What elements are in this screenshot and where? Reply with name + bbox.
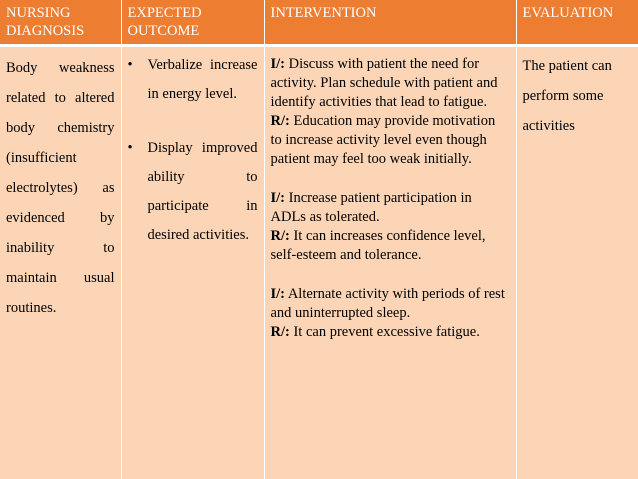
intervention-text: Alternate activity with periods of rest and uninterrupted sleep. (270, 286, 505, 321)
intervention-label: I/: (270, 190, 285, 206)
bullet-icon: • (127, 57, 133, 73)
intervention-line (271, 285, 510, 323)
rationale-label: R/: (270, 113, 290, 129)
intervention-block (271, 285, 510, 342)
outcome-item (128, 51, 258, 109)
intervention-text: Discuss with patient the need for activity. Plan schedule with patient and identify activities that lead to fatigue. (270, 56, 498, 110)
evaluation-cell (516, 46, 638, 479)
intervention-line (271, 55, 510, 112)
intervention-label: I/: (270, 56, 285, 72)
intervention-label: I/: (270, 286, 285, 302)
outcome-item (128, 134, 258, 250)
rationale-line (271, 227, 510, 265)
rationale-line (271, 112, 510, 169)
header-diagnosis: NURSING DIAGNOSIS (0, 0, 121, 46)
rationale-text: It can prevent excessive fatigue. (289, 324, 480, 340)
rationale-line (271, 323, 510, 342)
outcome-cell (121, 46, 264, 479)
rationale-text: It can increases confidence level, self-esteem and tolerance. (270, 228, 486, 263)
intervention-cell (264, 46, 516, 479)
table-row (0, 46, 638, 479)
header-intervention: INTERVENTION (264, 0, 516, 46)
intervention-line (271, 189, 510, 227)
outcome-text: Display improved ability to participate in desired activities. (147, 140, 258, 243)
intervention-block (271, 55, 510, 169)
diagnosis-cell (0, 46, 121, 479)
header-row (0, 0, 638, 46)
evaluation-text: The patient can perform some activities (522, 58, 612, 134)
rationale-label: R/: (270, 324, 290, 340)
intervention-text: Increase patient participation in ADLs as tolerated. (270, 190, 472, 225)
intervention-block (271, 189, 510, 265)
diagnosis-text: Body weakness related to altered body chemistry (insufficient electrolytes) as evidenced by inability to maintain usual routines. (6, 60, 115, 316)
header-evaluation: EVALUATION (516, 0, 638, 46)
bullet-icon: • (127, 140, 133, 156)
outcome-list (128, 51, 258, 250)
rationale-text: Education may provide motivation to increase activity level even though patient may feel too weak initially. (270, 113, 496, 167)
header-outcome: EXPECTED OUTCOME (121, 0, 264, 46)
outcome-text: Verbalize increase in energy level. (147, 57, 258, 102)
rationale-label: R/: (270, 228, 290, 244)
